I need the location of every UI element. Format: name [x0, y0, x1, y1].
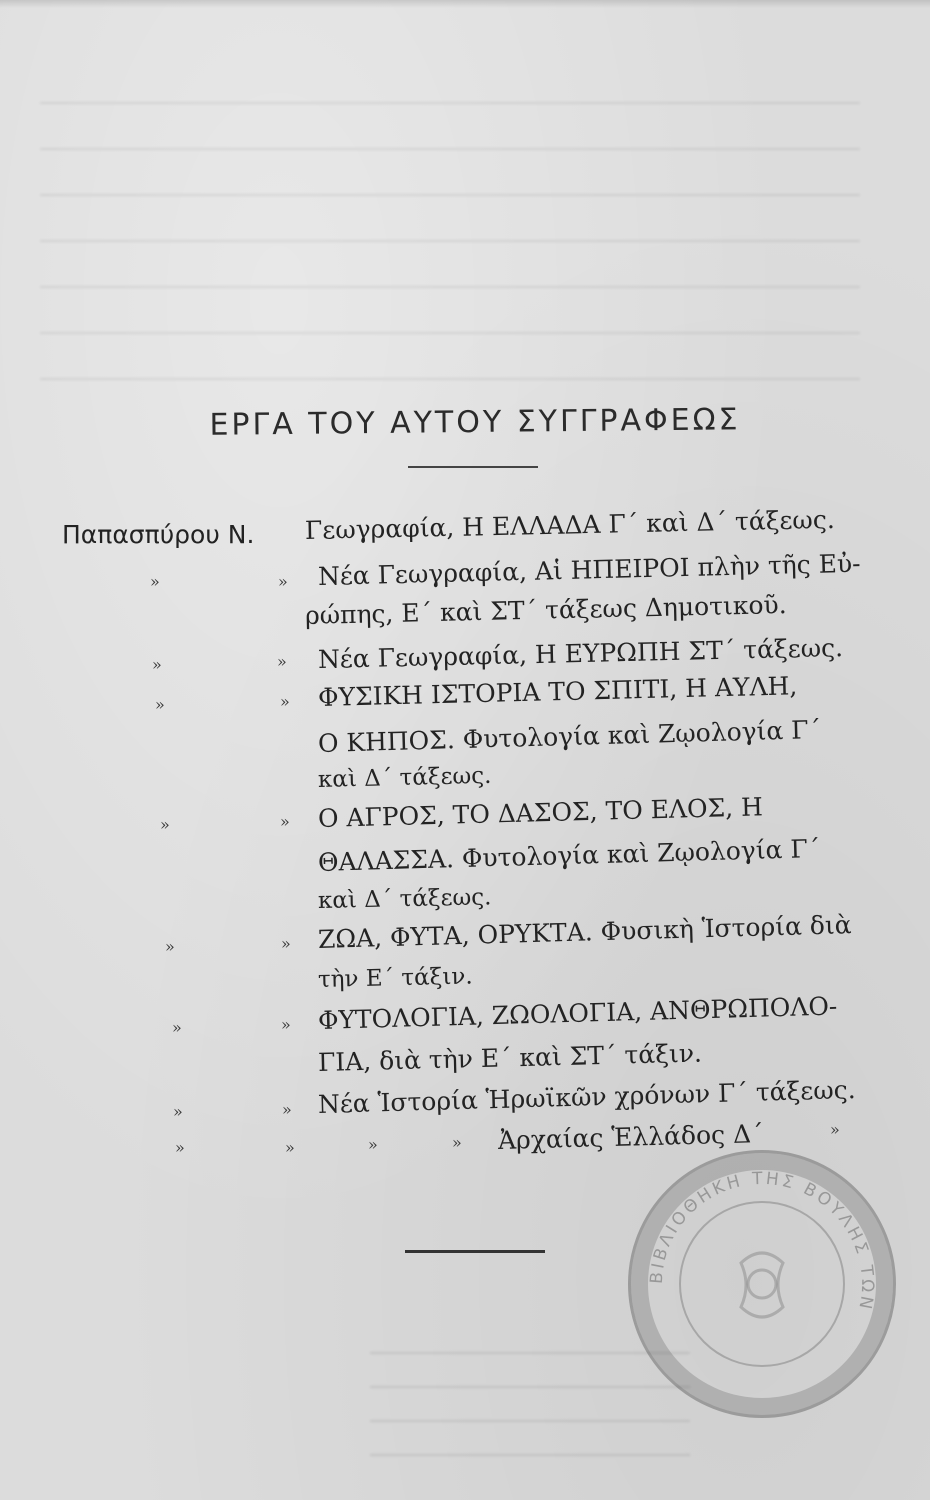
bleed-through-text	[40, 70, 860, 390]
ditto-mark: »	[152, 655, 162, 674]
entry-line: ΦΥΤΟΛΟΓΙΑ, ΖΩΟΛΟΓΙΑ, ΑΝΘΡΩΠΟΛΟ-	[317, 991, 838, 1035]
ditto-mark: »	[175, 1138, 185, 1157]
ditto-mark: »	[277, 652, 287, 671]
ditto-mark: »	[368, 1135, 378, 1154]
stamp-seal-icon	[631, 1153, 893, 1415]
ditto-mark: »	[452, 1133, 462, 1152]
entry-line: καὶ Δ΄ τάξεως.	[317, 762, 492, 793]
ditto-mark: »	[165, 937, 175, 956]
ditto-mark: »	[830, 1120, 840, 1139]
entry-line: ΖΩΑ, ΦΥΤΑ, ΟΡΥΚΤΑ. Φυσικὴ Ἱστορία διὰ	[317, 910, 852, 954]
entry-line: Ἀρχαίας Ἑλλάδος Δ΄	[497, 1119, 764, 1155]
entry-line: Νέα Γεωγραφία, Αἱ ΗΠΕΙΡΟΙ πλὴν τῆς Εὐ-	[317, 548, 861, 591]
closing-rule	[405, 1250, 545, 1253]
ditto-mark: »	[281, 934, 291, 953]
library-stamp	[628, 1150, 896, 1418]
ditto-mark: »	[281, 1015, 291, 1034]
author-surname: Παπασπύρου	[62, 520, 220, 549]
ditto-mark: »	[278, 572, 288, 591]
author-name	[62, 520, 254, 549]
ditto-mark: »	[282, 1100, 292, 1119]
ditto-mark: »	[280, 692, 290, 711]
ditto-mark: »	[173, 1102, 183, 1121]
entry-line: Νέα Ἱστορία Ἡρωϊκῶν χρόνων Γ΄ τάξεως.	[317, 1074, 856, 1119]
heading-rule	[408, 466, 538, 468]
paper-edge-shadow	[0, 0, 930, 8]
entry-line: Νέα Γεωγραφία, Η ΕΥΡΩΠΗ ΣΤ΄ τάξεως.	[317, 633, 844, 674]
stamp-text: ΒΙΒΛΙΟΘΗΚΗ ΤΗΣ ΒΟΥΛΗΣ ΤΩΝ	[646, 1168, 878, 1314]
author-initial: Ν.	[227, 520, 255, 549]
entry-line: ΓΙΑ, διὰ τὴν Ε΄ καὶ ΣΤ΄ τάξιν.	[317, 1038, 703, 1077]
entry-line: τὴν Ε΄ τάξιν.	[317, 963, 473, 993]
entry-line: Ο ΑΓΡΟΣ, ΤΟ ΔΑΣΟΣ, ΤΟ ΕΛΟΣ, Η	[317, 792, 764, 833]
ditto-mark: »	[285, 1138, 295, 1157]
ditto-mark: »	[280, 812, 290, 831]
ditto-mark: »	[155, 695, 165, 714]
entry-line: ΦΥΣΙΚΗ ΙΣΤΟΡΙΑ ΤΟ ΣΠΙΤΙ, Η ΑΥΛΗ,	[317, 671, 798, 712]
ditto-mark: »	[172, 1018, 182, 1037]
ditto-mark: »	[160, 815, 170, 834]
entry-line: καὶ Δ΄ τάξεως.	[317, 884, 492, 914]
entry-line: Γεωγραφία, Η ΕΛΛΑΔΑ Γ΄ καὶ Δ΄ τάξεως.	[304, 504, 836, 545]
entry-line: ρώπης, Ε΄ καὶ ΣΤ΄ τάξεως Δημοτικοῦ.	[304, 590, 787, 630]
ditto-mark: »	[150, 572, 160, 591]
entry-line: ΘΑΛΑΣΣΑ. Φυτολογία καὶ Ζῳολογία Γ΄	[317, 833, 821, 877]
page-heading: ΕΡΓΑ ΤΟΥ ΑΥΤΟΥ ΣΥΓΓΡΑΦΕΩΣ	[209, 402, 741, 443]
entry-line: Ο ΚΗΠΟΣ. Φυτολογία καὶ Ζῳολογία Γ΄	[317, 714, 822, 758]
